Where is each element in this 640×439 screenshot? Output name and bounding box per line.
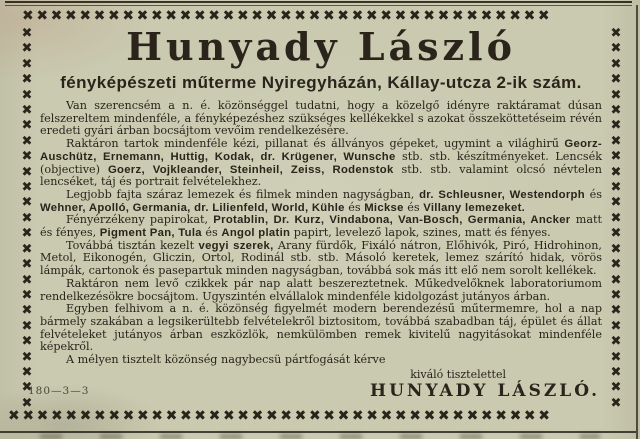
body-text-run: Legjobb fajta száraz lemezek és filmek minden nagyságban, [66, 187, 420, 201]
brand-names-bold-run: Goerz, Vojkleander, Steinheil, Zeiss, Rodenstok [107, 163, 394, 176]
body-text-run: és [344, 200, 365, 214]
body-text-run: stb. stb. valamint olcsó névtelen lencséket, táj és portrait felvételekhez. [40, 162, 602, 189]
body-paragraph [40, 214, 602, 239]
bottom-rule [0, 431, 636, 433]
top-rule-thick [5, 1, 632, 3]
body-text-run: Van szerencsém a n. é. közönséggel tudatni, hogy a közelgő idényre raktáramat dúsan felszereltem mindenféle, a fényképezéshez szükséges kellékekkel s azokat összeköttetéseim révén eredeti gyári árban bocsájtom vevőim rendelkezésére. [40, 99, 602, 138]
body-text-run: stb. stb. készítményeket. Lencsék (objective) [40, 149, 602, 176]
column-rule [636, 5, 638, 439]
body-paragraph [40, 354, 602, 367]
star-ornament-border-top: ✖✖✖✖✖✖✖✖✖✖✖✖✖✖✖✖✖✖✖✖✖✖✖✖✖✖✖✖✖✖✖✖✖✖✖✖✖ [22, 9, 553, 23]
body-paragraph [40, 100, 602, 138]
body-text-run: papirt, levelező lapok, szines, matt és fényes. [290, 226, 551, 240]
brand-names-bold-run: Pigment Pan, Tula [99, 227, 202, 240]
body-paragraphs [40, 100, 602, 367]
body-text-run: Egyben felhivom a n. é. közönség figyelmét modern berendezésű műtermemre, hol a nap bármely szakában a legsikerültebb felvételekről biztositom, továbbá szabadban táj, épület és állat felvételeket jutányos árban eszközlök, nemkülömben remek kivitelű nagyitásokat mindenféle képekről. [40, 302, 602, 354]
body-text-run: Fényérzékeny papirokat, [66, 213, 214, 227]
brand-names-bold-run: Villany lemezeket. [423, 201, 526, 214]
top-rule-thin [5, 5, 632, 6]
star-ornament-border-bottom: ✖✖✖✖✖✖✖✖✖✖✖✖✖✖✖✖✖✖✖✖✖✖✖✖✖✖✖✖✖✖✖✖✖✖✖✖✖✖ [8, 409, 553, 423]
body-text-run: Raktáron tartok mindenféle kézi, pillanat és állványos gépeket, ugymint a világhirű [66, 137, 565, 151]
brand-names-bold-run: Wehner, Apolló, Germania, dr. Lilienfeld, World, Kühle [40, 201, 345, 214]
ad-title: Hunyady László [126, 24, 516, 69]
body-text-run: Arany fürdők, Fixáló nátron, Előhivók, Piró, Hidrohinon, Metol, Eikonogén, Gliczin, Ortol, Rodinál stb. stb. Másoló keretek, lemez szárító hidak, vörös lámpák, cartonok és pasepartuk minden nagyságban, továbbá sok más itt elő nem sorolt kellékek. [40, 238, 602, 278]
body-text-run: A mélyen tisztelt közönség nagybecsü pártfogását kérve [66, 353, 386, 367]
brand-names-bold-run: vegyi szerek, [198, 239, 274, 252]
body-paragraph [40, 189, 602, 214]
star-ornament-border-left: ✖✖✖✖✖✖✖✖✖✖✖✖✖✖✖✖✖✖✖✖✖✖✖✖✖ [21, 26, 33, 411]
ad-content [28, 24, 603, 401]
brand-names-bold-run: Angol platin [221, 227, 291, 240]
body-paragraph [40, 303, 602, 354]
body-paragraph [40, 138, 602, 189]
brand-names-bold-run: dr. Schleusner, Westendorph [419, 188, 585, 201]
body-paragraph [40, 240, 602, 278]
body-text-run: Továbbá tisztán kezelt [66, 238, 199, 252]
body-text-run: Raktáron nem levő czikkek pár nap alatt beszereztetnek. Műkedvelőknek laboratoriumom rendelkezésökre bocsájtom. Ugyszintén elvállalok mindenféle kidolgozást jutányos árban. [40, 276, 602, 303]
body-text-run: és [403, 200, 424, 214]
body-text-run: matt és fényes, [40, 213, 602, 240]
ad-reference-number: 180—3—3 [28, 384, 90, 397]
body-text-run: és [201, 226, 222, 240]
star-ornament-border-right: ✖✖✖✖✖✖✖✖✖✖✖✖✖✖✖✖✖✖✖✖✖✖✖✖✖ [610, 26, 622, 411]
body-text-run: és [584, 187, 603, 201]
ad-subtitle: fényképészeti műterme Nyiregyházán, Kállay-utcza 2-ik szám. [60, 73, 582, 92]
brand-names-bold-run: Georz-Auschütz, Ernemann, Huttig, Kodak, dr. Krügener, Wunsche [40, 138, 602, 163]
body-paragraph [40, 278, 602, 303]
ad-footer [28, 367, 602, 401]
print-smudge [40, 434, 600, 439]
valediction: kiváló tisztelettel [410, 367, 506, 381]
brand-names-bold-run: Protablin, Dr. Kurz, Vindabona, Van-Bosch, Germania, Ancker [213, 214, 571, 227]
brand-names-bold-run: Mickse [364, 201, 404, 214]
signature: HUNYADY LÁSZLÓ. [370, 380, 600, 401]
